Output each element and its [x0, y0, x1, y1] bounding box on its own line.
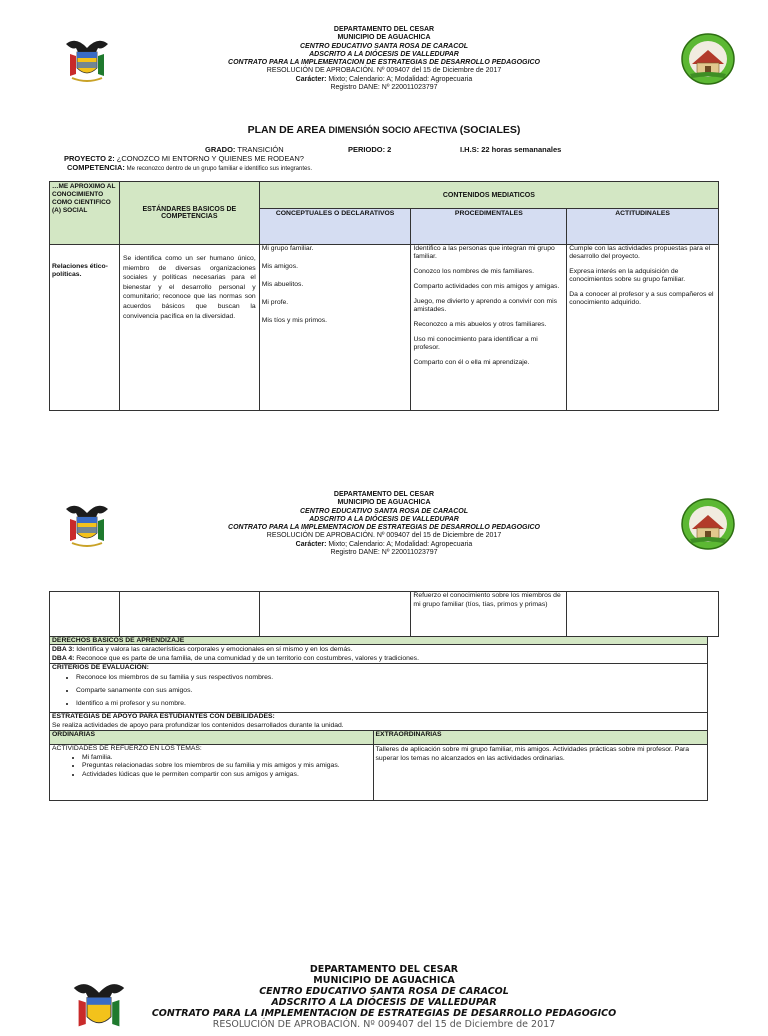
header-line: RESOLUCIÓN DE APROBACIÓN. Nº 009407 del 15 de Diciembre de 2017 [212, 1019, 556, 1030]
row-label-relaciones: Relaciones ético-políticas. [50, 245, 120, 411]
estrategias-header: ESTRATEGIAS DE APOYO PARA ESTUDIANTES CON DEBILIDADES: [52, 713, 275, 720]
header-line: CENTRO EDUCATIVO SANTA ROSA DE CARACOL [259, 986, 509, 997]
criterios-cell [50, 664, 708, 713]
colombia-coat-of-arms-icon [62, 499, 112, 549]
page-header-2 [0, 491, 768, 571]
header-line: ADSCRITO A LA DIÓCESIS DE VALLEDUPAR [309, 50, 459, 58]
grado-line: GRADO: TRANSICIÓN [205, 145, 284, 154]
header-line: CENTRO EDUCATIVO SANTA ROSA DE CARACOL [300, 42, 468, 50]
header-line: CONTRATO PARA LA IMPLEMENTACION DE ESTRATEGIAS DE DESARROLLO PEDAGOGICO [151, 1008, 617, 1019]
header-line: RESOLUCIÓN DE APROBACIÓN. Nº 009407 del 15 de Diciembre de 2017 [266, 67, 502, 75]
dba-3: DBA 3: Identifica y valora las características corporales y emocionales en sí mismo y en los demás. [52, 646, 353, 653]
ihs-line: I.H.S: 22 horas semananales [460, 145, 562, 154]
empty-cell [50, 592, 120, 637]
header-line: Carácter: Mixto; Calendario: A; Modalidad: Agropecuaria [295, 540, 473, 548]
ordinarias-header: ORDINARIAS [50, 731, 374, 745]
empty-cell [119, 592, 259, 637]
proyecto-line: PROYECTO 2: ¿CONOZCO MI ENTORNO Y QUIENES ME RODEAN? [64, 154, 304, 163]
header-line: CONTRATO PARA LA IMPLEMENTACION DE ESTRATEGIAS DE DESARROLLO PEDAGOGICO [228, 59, 540, 67]
subheader-actitudinales: ACTITUDINALES [567, 209, 719, 245]
header-line: CENTRO EDUCATIVO SANTA ROSA DE CARACOL [300, 507, 468, 515]
conceptuales-cell [259, 245, 411, 411]
criterios-header: CRITERIOS DE EVALUACIÓN: [52, 664, 149, 671]
contents-table [49, 181, 719, 411]
colombia-coat-of-arms-icon [66, 976, 132, 1036]
header-line: MUNICIPIO DE AGUACHICA [313, 975, 455, 986]
list-item: Comparto con él o ella mi aprendizaje. [413, 359, 530, 366]
refuerzo-title: ACTIVIDADES DE REFUERZO EN LOS TEMAS: [52, 745, 202, 752]
header-line: DEPARTAMENTO DEL CESAR [333, 491, 435, 498]
ordinarias-cell [50, 745, 374, 801]
dba-4: DBA 4: Reconoce que es parte de una familia, de una comunidad y de un territorio con costumbres, valores y tradiciones. [52, 655, 419, 662]
subheader-procedimentales: PROCEDIMENTALES [411, 209, 567, 245]
header-line: MUNICIPIO DE AGUACHICA [337, 499, 431, 507]
list-item: • Reconoce los miembros de su familia y sus respectivos nombres. [76, 674, 705, 681]
header-line: CONTRATO PARA LA IMPLEMENTACION DE ESTRATEGIAS DE DESARROLLO PEDAGOGICO [228, 524, 540, 532]
periodo-line: PERIODO: 2 [348, 145, 392, 154]
extraordinarias-cell: Talleres de aplicación sobre mi grupo familiar, mis amigos. Actividades prácticas sobre mi profesor. Para superar los temas no alcanzados en las actividades ordinarias. [373, 745, 708, 801]
header-line: Registro DANE: Nº 220011023797 [330, 549, 438, 557]
header-line: Carácter: Mixto; Calendario: A; Modalidad: Agropecuaria [295, 75, 473, 83]
list-item: Mis tíos y mis primos. [261, 317, 328, 324]
institution-header-large [140, 964, 628, 1030]
list-item: Mi profe. [261, 299, 289, 306]
list-item: Mis abuelitos. [261, 281, 304, 288]
list-item: • Preguntas relacionadas sobre los miembros de su familia y mis amigos y mis amigas. [82, 762, 371, 771]
column-header-contenidos: CONTENIDOS MEDIATICOS [259, 182, 718, 209]
header-line: Registro DANE: Nº 220011023797 [330, 84, 438, 92]
empty-cell [259, 592, 411, 637]
plan-title: PLAN DE AREA DIMENSIÓN SOCIO AFECTIVA (SOCIALES) [247, 124, 521, 136]
column-header-conocimiento: …ME APROXIMO AL CONOCIMIENTO COMO CIENTIFICO (A) SOCIAL [50, 182, 120, 245]
list-item: Mis amigos. [261, 263, 298, 270]
estrategias-cell [50, 713, 708, 731]
criterios-list [52, 674, 705, 707]
school-seal-icon [680, 32, 736, 86]
list-item: • Actividades lúdicas que le permiten compartir con sus amigos y amigas. [82, 771, 371, 780]
institution-header [180, 491, 588, 557]
procedimentales-cell [411, 245, 567, 411]
institution-header [180, 26, 588, 92]
list-item: Cumple con las actividades propuestas para el desarrollo del proyecto. [569, 245, 711, 260]
contents-table-continued [49, 591, 719, 637]
list-item: Expresa interés en la adquisición de conocimientos sobre su grupo familiar. [569, 268, 686, 283]
header-line: DEPARTAMENTO DEL CESAR [333, 26, 435, 33]
list-item: Juego, me divierto y aprendo a convivir con mis amistades. [413, 298, 558, 313]
procedimental-continued: Refuerzo el conocimiento sobre los miembros de mi grupo familiar (tíos, tías, primos y primas) [411, 592, 567, 637]
header-line: DEPARTAMENTO DEL CESAR [309, 964, 459, 975]
school-seal-icon [680, 497, 736, 551]
header-line: ADSCRITO A LA DIÓCESIS DE VALLEDUPAR [271, 997, 497, 1008]
dba-header: DERECHOS BASICOS DE APRENDIZAJE [50, 637, 708, 645]
colombia-coat-of-arms-icon [62, 34, 112, 84]
list-item: • Mi familia. [82, 754, 371, 763]
column-header-estandares: ESTÁNDARES BASICOS DE COMPETENCIAS [119, 182, 259, 245]
header-line: MUNICIPIO DE AGUACHICA [337, 34, 431, 42]
refuerzo-list [52, 754, 371, 780]
list-item: • Comparte sanamente con sus amigos. [76, 687, 705, 694]
empty-cell [567, 592, 719, 637]
evaluation-table [49, 636, 708, 801]
list-item: Comparto actividades con mis amigos y amigas. [413, 283, 560, 290]
competencia-line: COMPETENCIA: Me reconozco dentro de un grupo familiar e identifico sus integrantes. [67, 163, 313, 172]
dba-items [50, 645, 708, 664]
extraordinarias-header: EXTRAORDINARIAS [373, 731, 708, 745]
header-line: RESOLUCIÓN DE APROBACIÓN. Nº 009407 del 15 de Diciembre de 2017 [266, 532, 502, 540]
actitudinales-cell [567, 245, 719, 411]
page-header-3 [0, 964, 768, 1030]
list-item: Identifico a las personas que integran mi grupo familiar. [413, 245, 555, 260]
subheader-conceptuales: CONCEPTUALES O DECLARATIVOS [259, 209, 411, 245]
page-header-1 [0, 26, 768, 106]
list-item: • Identifico a mi profesor y su nombre. [76, 700, 705, 707]
estandar-text: Se identifica como un ser humano único, miembro de diversas organizaciones sociales y políticas necesarias para el bienestar y el desarrollo personal y comunitario; reconoce que las normas son acuerdos básicos que buscan la convivencia pacífica en la diversidad. [119, 245, 259, 411]
list-item: Da a conocer al profesor y a sus compañeros el conocimiento adquirido. [569, 291, 714, 306]
list-item: Uso mi conocimiento para identificar a mi profesor. [413, 336, 538, 351]
estrategias-text: Se realiza actividades de apoyo para profundizar los contenidos desarrollados durante la unidad. [52, 721, 344, 729]
list-item: Mi grupo familiar. [261, 245, 314, 252]
header-line: ADSCRITO A LA DIÓCESIS DE VALLEDUPAR [309, 515, 459, 523]
list-item: Reconozco a mis abuelos y otros familiares. [413, 321, 547, 328]
list-item: Conozco los nombres de mis familiares. [413, 268, 534, 275]
